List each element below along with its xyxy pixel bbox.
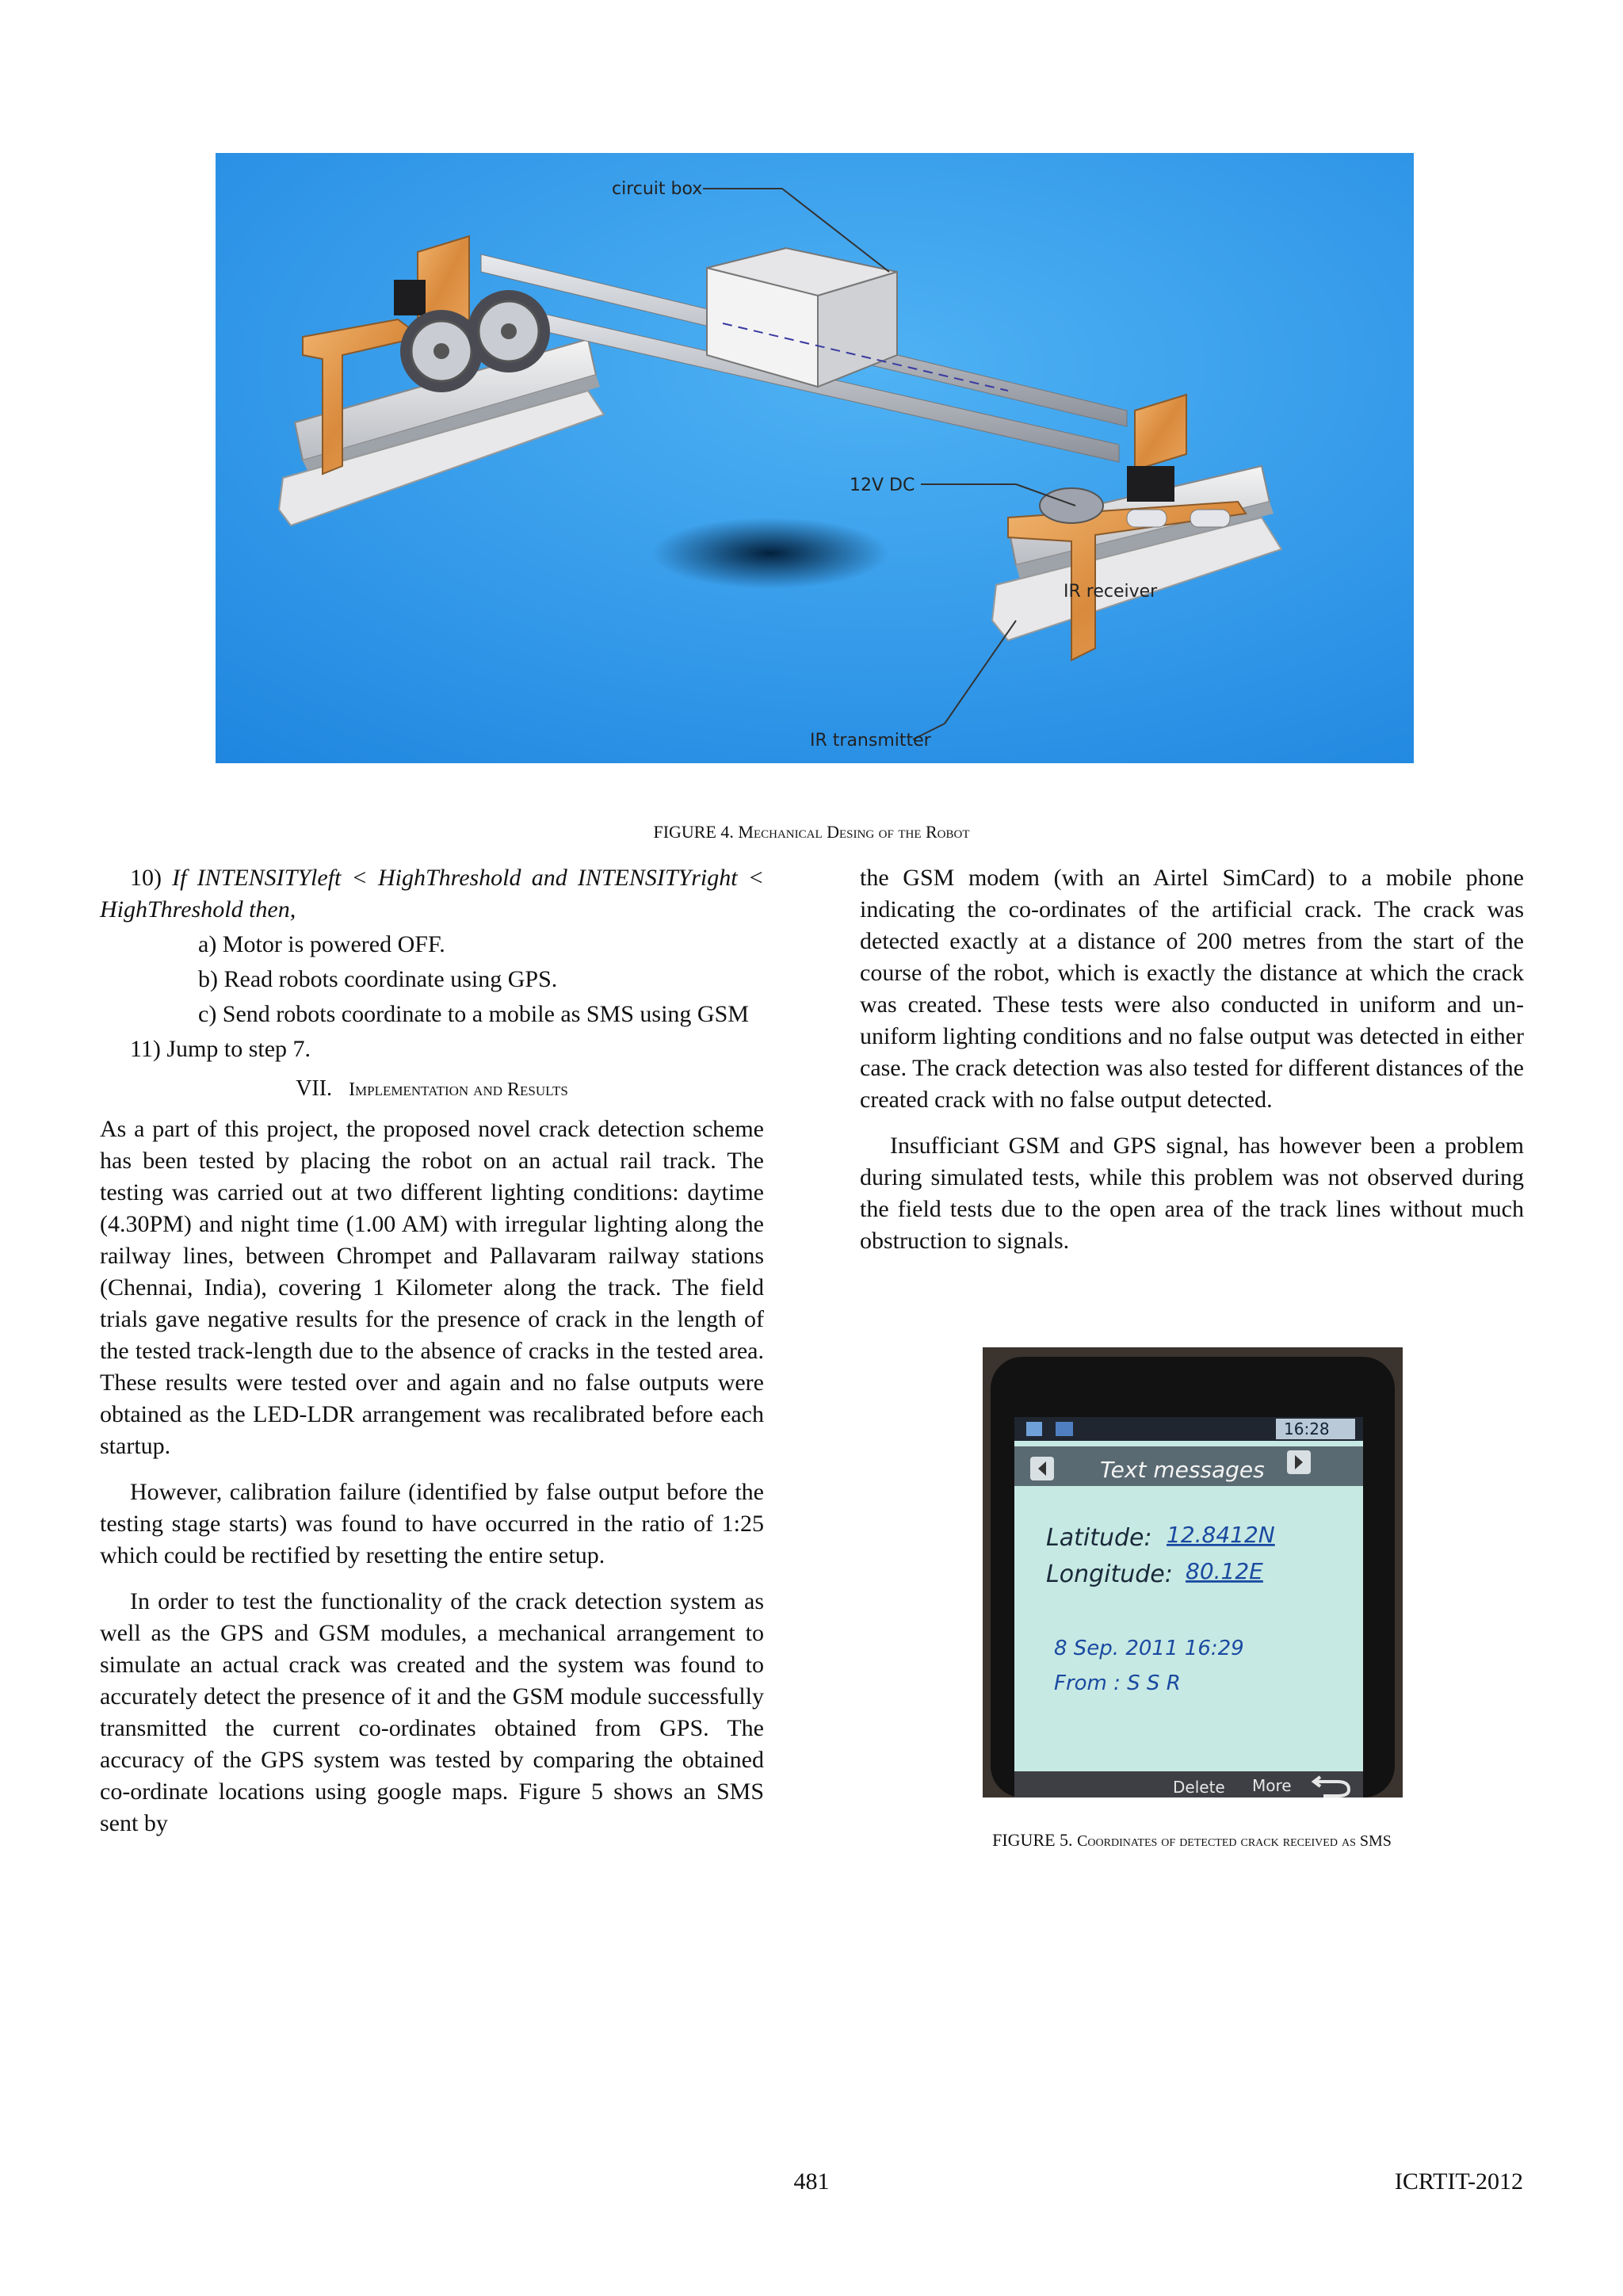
phone-photo	[983, 1347, 1403, 1797]
figure5-caption	[860, 1829, 1524, 1852]
figure5-caption-text: Coordinates of detected crack received as SMS	[1077, 1832, 1392, 1850]
left-paragraph-3: In order to test the functionality of the crack detection system as well as the GPS and GSM modules, a mechanical arrangement to simulate an actual crack was created and the system was found to accurately detect the presence of it and the GSM module successfully transmitted the current co-ordinates obtained from GPS. The accuracy of the GPS system was tested by comparing the obtained co-ordinate locations using google maps. Figure 5 shows an SMS sent by	[100, 1588, 764, 1836]
figure5-image	[983, 1347, 1403, 1797]
figure4-caption-text: Mechanical Desing of the Robot	[738, 822, 970, 842]
section-number: VII.	[296, 1076, 333, 1101]
right-column	[860, 862, 1524, 1257]
figure4-caption-prefix: FIGURE 4.	[653, 822, 734, 842]
conference-footer: ICRTIT-2012	[1394, 2168, 1523, 2195]
phone-softkey-more: More	[1252, 1776, 1292, 1795]
label-circuit-box: circuit box	[612, 179, 703, 199]
phone-lon-value: 80.12E	[1186, 1558, 1263, 1584]
step-10-b: b) Read robots coordinate using GPS.	[198, 966, 558, 992]
left-column	[100, 862, 764, 1839]
phone-time: 16:28	[1284, 1419, 1330, 1438]
phone-softkey-delete: Delete	[1173, 1778, 1225, 1797]
label-ir-receiver: IR receiver	[1064, 582, 1158, 602]
step-11: 11) Jump to step 7.	[130, 1036, 311, 1062]
left-paragraph-2: However, calibration failure (identified by false output before the testing stage starts) was found to have occurred in the ratio of 1:25 which could be rectified by resetting the entire setup.	[100, 1479, 764, 1568]
phone-lon-label: Longitude:	[1046, 1561, 1173, 1588]
figure4-caption	[0, 821, 1623, 843]
right-paragraph-2: Insufficiant GSM and GPS signal, has however been a problem during simulated tests, while this problem was not observed during the field tests due to the open area of the track lines without much obstruction to signals.	[860, 1133, 1524, 1254]
step-10-c: c) Send robots coordinate to a mobile as SMS using GSM	[198, 1001, 749, 1027]
figure4-image	[216, 153, 1414, 763]
right-paragraph-1: the GSM modem (with an Airtel SimCard) to a mobile phone indicating the co-ordinates of the artificial crack. The crack was detected exactly at a distance of 200 metres from the start of the course of the robot, which is exactly the distance at which the crack was created. These tests were also conducted in uniform and un-uniform lighting conditions and no false output was detected in either case. The crack detection was also tested for different distances of the created crack with no false output detected.	[860, 865, 1524, 1113]
phone-lat-value: 12.8412N	[1167, 1522, 1275, 1548]
section-heading	[100, 1073, 764, 1106]
phone-from: From : S S R	[1054, 1671, 1181, 1695]
section-title: Implementation and Results	[349, 1079, 568, 1100]
page-number: 481	[793, 2168, 830, 2195]
step-10-a: a) Motor is powered OFF.	[198, 931, 445, 957]
label-ir-transmitter: IR transmitter	[810, 731, 931, 751]
figure5-caption-prefix: FIGURE 5.	[992, 1830, 1073, 1850]
step-10-number: 10)	[130, 865, 162, 891]
phone-lat-label: Latitude:	[1046, 1524, 1152, 1552]
label-12v-dc: 12V DC	[850, 476, 915, 495]
step-10-condition: If INTENSITYleft < HighThreshold and INTENSITYright < HighThreshold then,	[100, 865, 764, 923]
step-10	[100, 862, 764, 926]
phone-date: 8 Sep. 2011 16:29	[1054, 1637, 1244, 1660]
phone-header: Text messages	[1100, 1457, 1265, 1483]
left-paragraph-1: As a part of this project, the proposed novel crack detection scheme has been tested by placing the robot on an actual rail track. The testing was carried out at two different lighting conditions: daytime (4.30PM) and night time (1.00 AM) with irregular lighting along the railway lines, between Chrompet and Pallavaram railway stations (Chennai, India), covering 1 Kilometer along the track. The field trials gave negative results for the presence of crack in the length of the tested track-length due to the absence of cracks in the tested area. These results were tested over and again and no false outputs were obtained as the LED-LDR arrangement was recalibrated before each startup.	[100, 1116, 764, 1459]
robot-cad-render	[216, 153, 1414, 763]
